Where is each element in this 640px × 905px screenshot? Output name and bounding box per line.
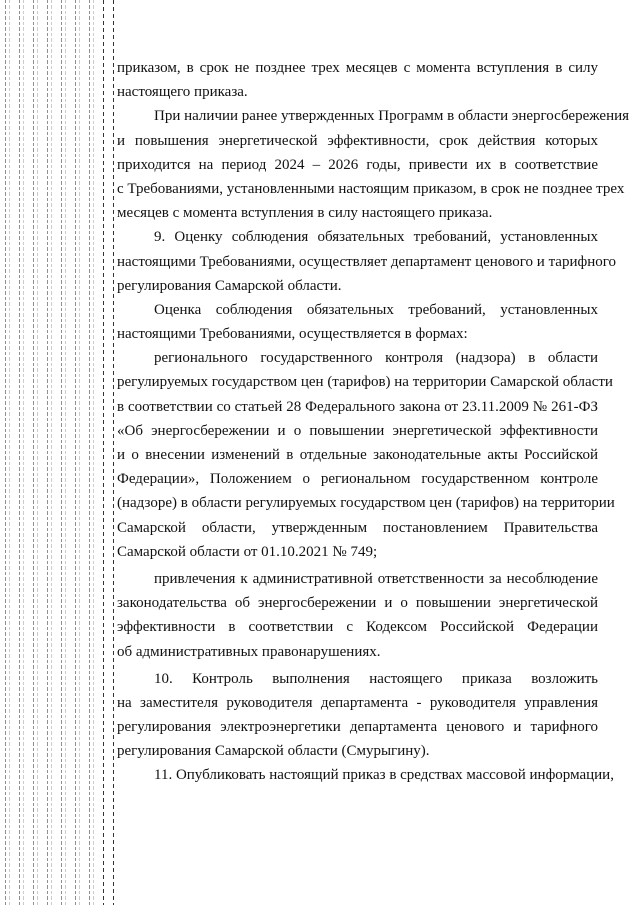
text-line: настоящими Требованиями, осуществляется в формах: — [117, 326, 468, 343]
text-line: При наличии ранее утвержденных Программ в области энергосбережения — [154, 108, 630, 125]
paragraph — [117, 104, 630, 225]
text-line: Самарской области от 01.10.2021 № 749; — [117, 543, 378, 560]
text-line: регулирования Самарской области (Смурыгину). — [117, 743, 430, 760]
text-line: регулирования Самарской области. — [117, 277, 342, 294]
text-line: «Об энергосбережении и о повышении энергетической эффективности — [117, 422, 598, 439]
paragraph — [117, 346, 615, 564]
text-line: приказом, в срок не позднее трех месяцев с момента вступления в силу — [117, 60, 598, 76]
text-line: Самарской области, утвержденным постановлением Правительства — [117, 519, 598, 536]
document-body — [117, 56, 630, 788]
text-line: 11. Опубликовать настоящий приказ в средствах массовой информации, — [154, 767, 614, 784]
text-line: на заместителя руководителя департамента - руководителя управления — [117, 694, 598, 711]
text-line: с Требованиями, установленными настоящим приказом, в срок не позднее трех — [117, 180, 625, 197]
text-line: (надзоре) в области регулируемых государством цен (тарифов) на территории — [117, 495, 615, 512]
text-line: настоящего приказа. — [117, 84, 248, 101]
paragraph — [117, 763, 614, 787]
text-line: Оценка соблюдения обязательных требований, установленных — [154, 301, 598, 318]
text-line: и о внесении изменений в отдельные законодательные акты Российской — [117, 447, 598, 463]
scan-edge-line — [113, 0, 114, 905]
text-line: регулируемых государством цен (тарифов) на территории Самарской области — [117, 374, 613, 391]
text-line: об административных правонарушениях. — [117, 643, 381, 660]
paragraph — [117, 56, 598, 104]
paragraph — [117, 667, 598, 764]
text-line: Федерации», Положением о региональном государственном контроле — [117, 471, 598, 488]
text-line: эффективности в соответствии с Кодексом Российской Федерации — [117, 619, 598, 636]
text-line: законодательства об энергосбережении и о повышении энергетической — [117, 595, 598, 612]
text-line: приходится на период 2024 – 2026 годы, привести их в соответствие — [117, 156, 598, 173]
text-line: регулирования электроэнергетики департамента ценового и тарифного — [117, 719, 598, 736]
text-line: 10. Контроль выполнения настоящего приказа возложить — [154, 670, 598, 687]
paragraph — [117, 567, 598, 664]
paragraph — [117, 298, 598, 346]
text-line: в соответствии со статьей 28 Федерального закона от 23.11.2009 № 261-ФЗ — [117, 398, 598, 415]
scan-edge-line — [103, 0, 104, 905]
text-line: 9. Оценку соблюдения обязательных требований, установленных — [154, 229, 598, 246]
text-line: месяцев с момента вступления в силу настоящего приказа. — [117, 205, 493, 222]
text-line: и повышения энергетической эффективности, срок действия которых — [117, 132, 598, 149]
text-line: регионального государственного контроля (надзора) в области — [154, 350, 598, 367]
paragraph — [117, 225, 617, 298]
text-line: привлечения к административной ответственности за несоблюдение — [154, 570, 598, 587]
text-line: настоящими Требованиями, осуществляет департамент ценового и тарифного — [117, 253, 617, 270]
scan-margin-noise — [0, 0, 100, 905]
